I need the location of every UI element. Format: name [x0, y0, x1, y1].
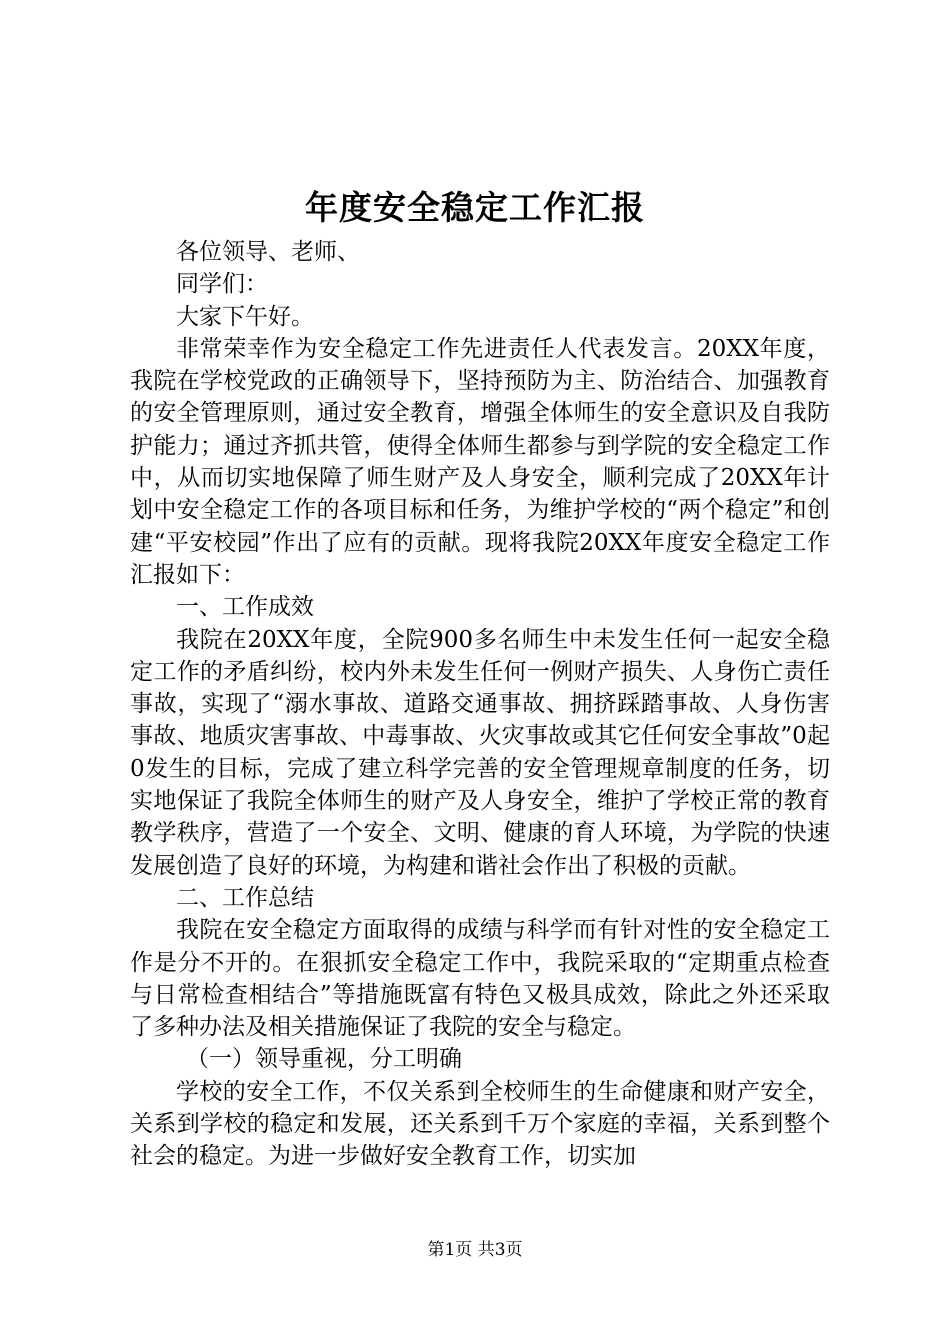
- subsection-1-paragraph: 学校的安全工作，不仅关系到全校师生的生命健康和财产安全，关系到学校的稳定和发展，还关系到千万个家庭的幸福，关系到整个社会的稳定。为进一步做好安全教育工作，切实加: [130, 1078, 830, 1170]
- subsection-heading-1: （一）领导重视，分工明确: [186, 1046, 462, 1073]
- document-body: [130, 236, 830, 1173]
- section-2-paragraph: 我院在安全稳定方面取得的成绩与科学而有针对性的安全稳定工作是分不开的。在狠抓安全稳定工作中，我院采取的“定期重点检查与日常检查相结合”等措施既富有特色又极具成效，除此之外还采取了多种办法及相关措施保证了我院的安全与稳定。: [130, 917, 830, 1041]
- section-heading-2: 二、工作总结: [176, 884, 314, 911]
- salutation-line-2: 同学们：: [176, 271, 268, 298]
- section-1-paragraph: 我院在20XX年度，全院900多名师生中未发生任何一起安全稳定工作的矛盾纠纷，校内外未发生任何一例财产损失、人身伤亡责任事故，实现了“溺水事故、道路交通事故、拥挤踩踏事故、人身伤害事故、地质灾害事故、中毒事故、火灾事故或其它任何安全事故”0起0发生的目标，完成了建立科学完善的安全管理规章制度的任务，切实地保证了我院全体师生的财产及人身安全，维护了学校正常的教育教学秩序，营造了一个安全、文明、健康的育人环境，为学院的快速发展创造了良好的环境，为构建和谐社会作出了积极的贡献。: [130, 626, 830, 879]
- document-title: 年度安全稳定工作汇报: [305, 188, 645, 227]
- intro-paragraph: 非常荣幸作为安全稳定工作先进责任人代表发言。20XX年度，我院在学校党政的正确领导下，坚持预防为主、防治结合、加强教育的安全管理原则，通过安全教育，增强全体师生的安全意识及自我防护能力；通过齐抓共管，使得全体师生都参与到学院的安全稳定工作中，从而切实地保障了师生财产及人身安全，顺利完成了20XX年计划中安全稳定工作的各项目标和任务，为维护学校的“两个稳定”和创建“平安校园”作出了应有的贡献。现将我院20XX年度安全稳定工作汇报如下：: [130, 335, 830, 588]
- greeting: 大家下午好。: [176, 303, 314, 330]
- section-heading-1: 一、工作成效: [176, 594, 314, 621]
- salutation-line-1: 各位领导、老师、: [176, 239, 360, 265]
- page-footer: 第1页 共3页: [427, 1240, 523, 1260]
